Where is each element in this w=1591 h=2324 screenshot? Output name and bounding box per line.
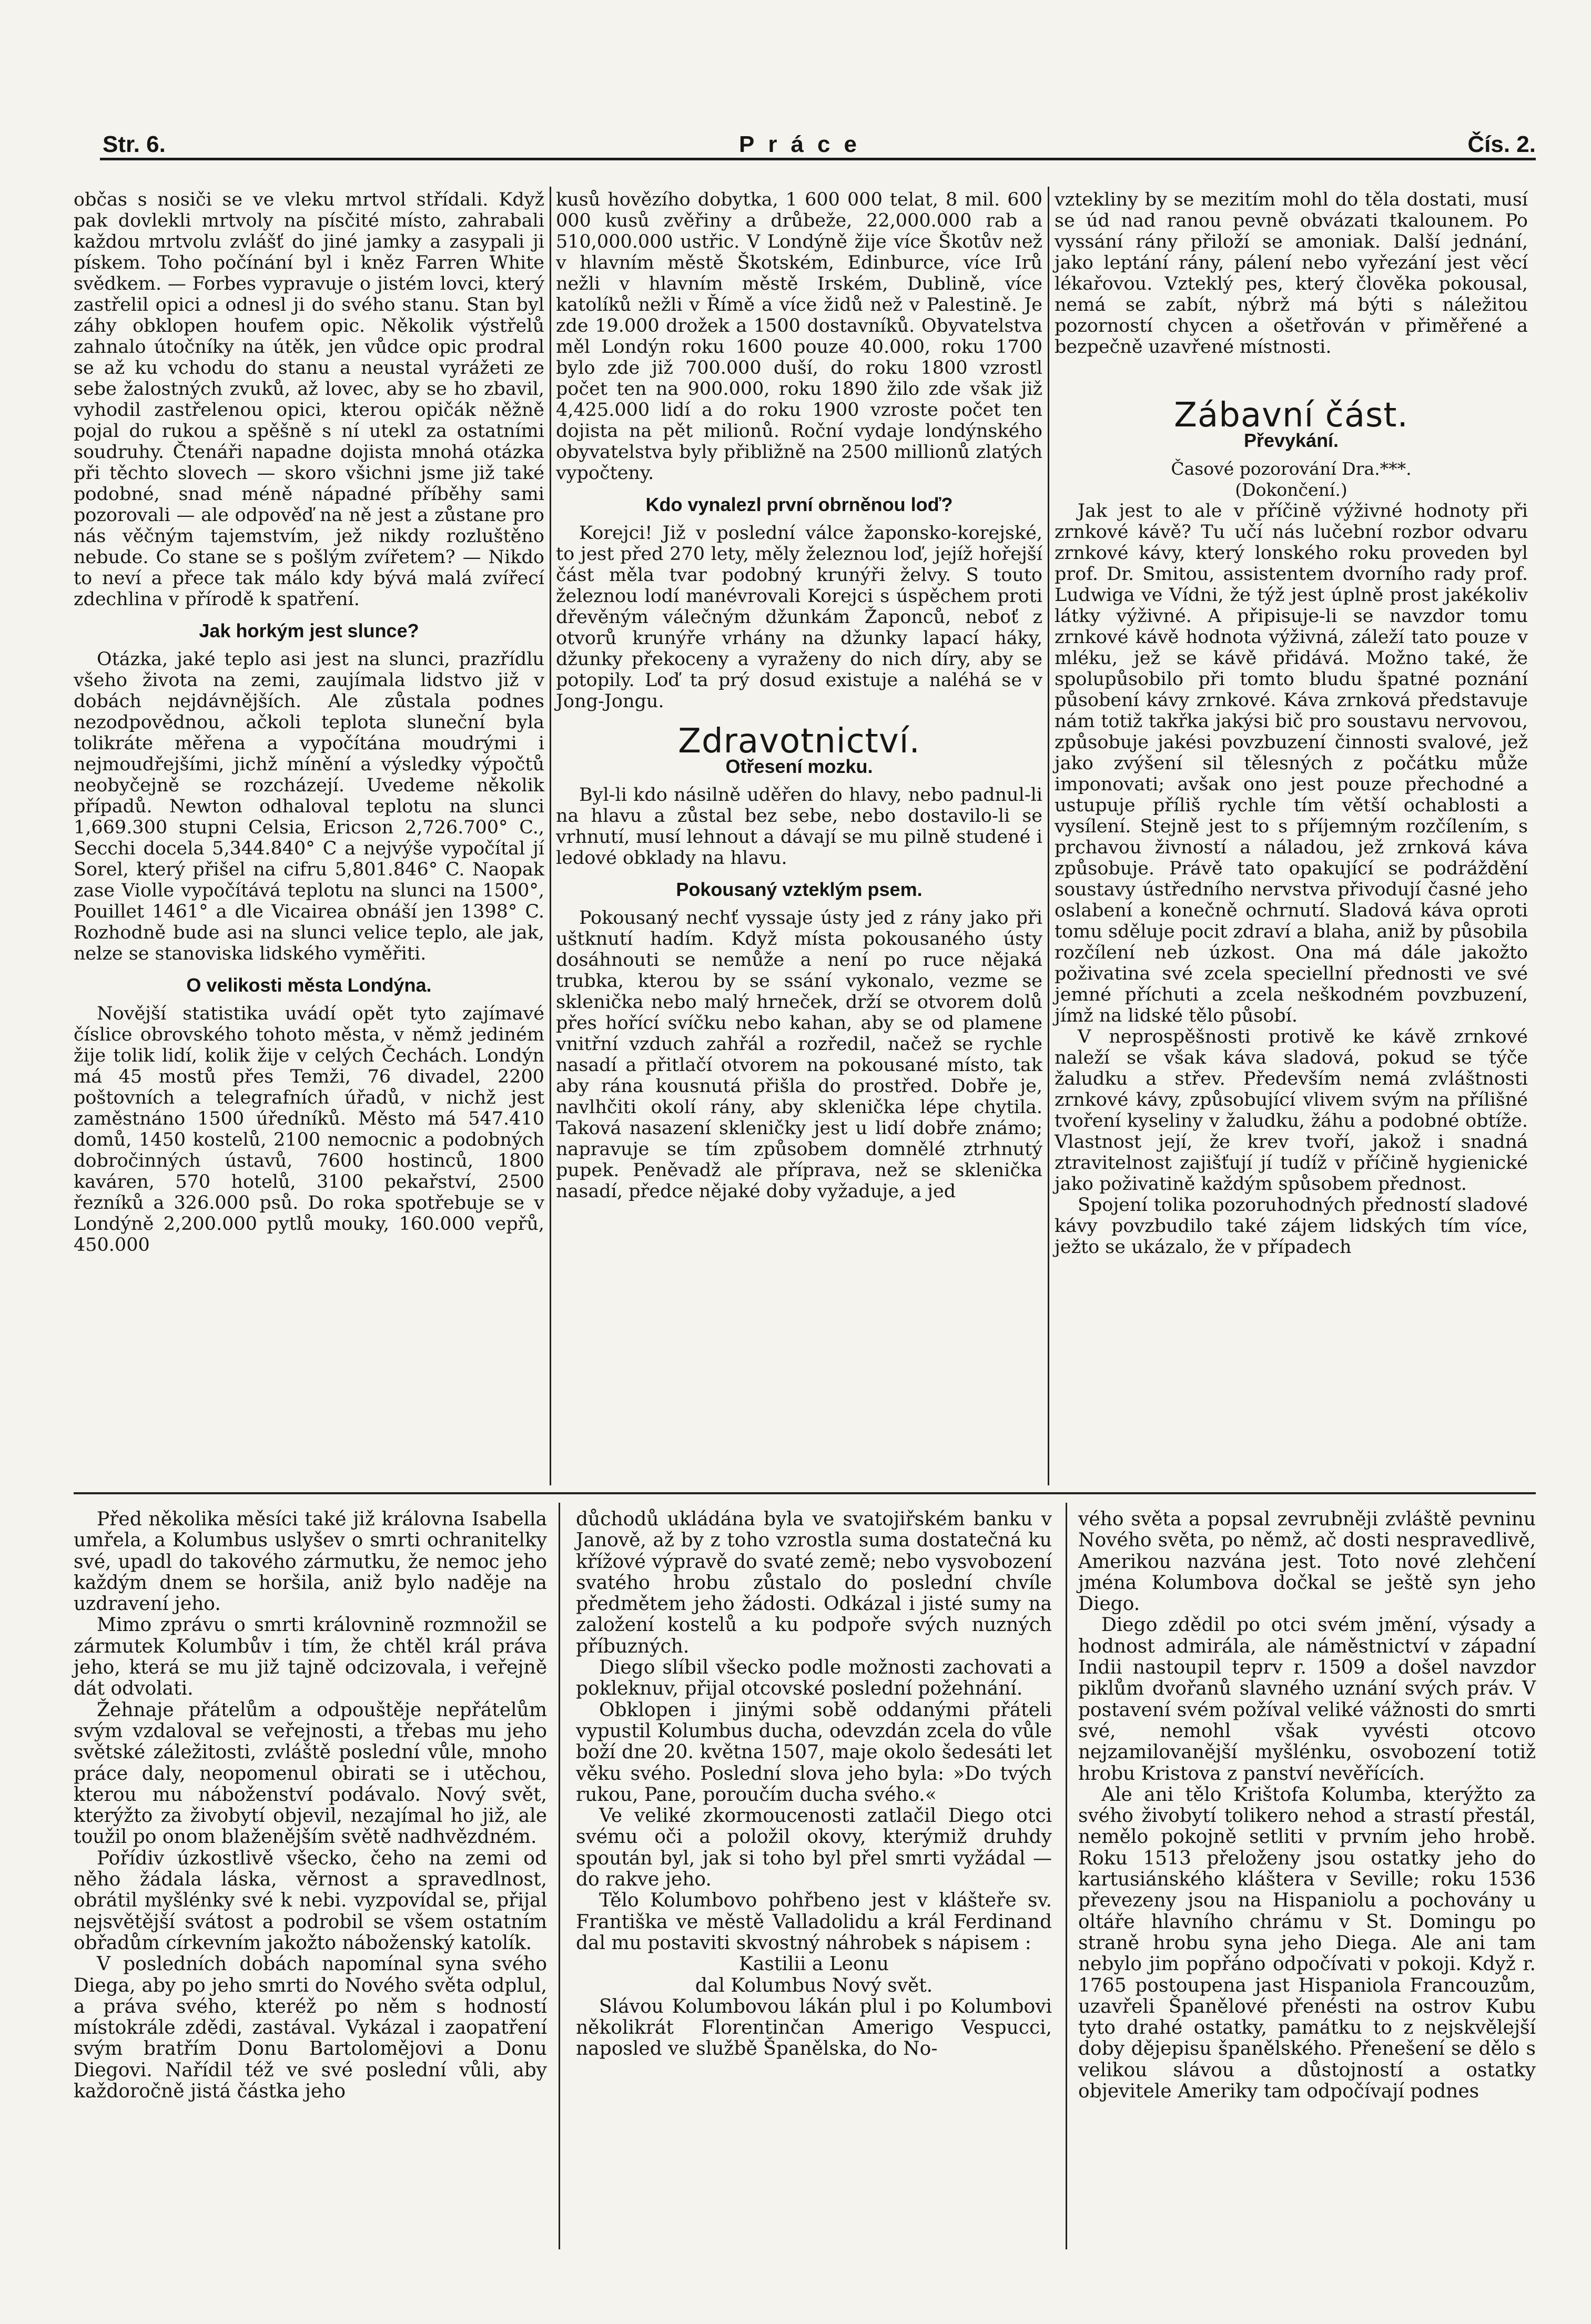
story-paragraph: Před několika měsíci také již královna Isabella umřela, a Kolumbus uslyšev o smrti ochranitelky své, upadl do takového zármutku, že nemoc jeho každým dnem se horšila, aniž bylo naděje na uzdravení jeho. [74,1508,547,1615]
story-paragraph: Žehnaje přátelům a odpouštěje nepřátelům svým vzdaloval se veřejnosti, a třebas mu jeho světské záležitosti, zvláště poslední vůle, mnoho práce daly, neopomenul obirati se i utěchou, kterou mu náboženství podávalo. Nový svět, kterýžto za živobytí objevil, nezajímal ho již, ale toužil po onom blaženějším světě nadhvězdném. [74,1699,547,1848]
section-divider [74,1492,1536,1494]
column-divider [1048,187,1049,1485]
article-heading: Jak horkým jest slunce? [199,620,419,641]
article-paragraph: Korejci! Již v poslední válce žaponsko-korejské, to jest před 270 lety, měly železnou loď, jejíž hořejší část měla tvar podobný krunýři želvy. S touto železnou lodí manévrovali Korejci s úspěchem proti dřevěným válečným džunkám Žaponců, neboť z otvorů krunýře vrhány na džunky lapací háky, džunky překoceny a vyraženy do nich díry, aby se potopily. Loď ta prý dosud existuje a naléhá se v Jong-Jongu. [556,523,1042,712]
article-paragraph: Otázka, jaké teplo asi jest na slunci, prazřídlu všeho života na zemi, zaujímala lidstvo již v dobách nejdávnějších. Ale zůstala podnes nezodpovědnou, ačkoli teplota sluneční byla tolikráte měřena a vypočítána moudrými i nejmoudřejšími, jichž mínění a výsledky výpočtů neobyčejně se rozcházejí. Uvedeme několik případů. Newton odhaloval teplotu na slunci 1,669.300 stupni Celsia, Ericson 2,726.700° C., Secchi docela 5,344.840° C a nejvýše vypočítal jí Sorel, který přišel na cifru 5,801.846° C. Naopak zase Violle vypočítává teplotu na slunci na 1500°, Pouillet 1461° a dle Vicairea obnáší jen 1398° C. Rozhodně bude asi na slunci velice teplo, ale jak, nelze se stanoviska lidského vyměřiti. [74,649,544,964]
article-paragraph: Byl-li kdo násilně uděřen do hlavy, nebo padnul-li na hlavu a zůstal bez sebe, nebo dostavilo-li se vrhnutí, musí lehnout a dávají se mu pilně studené i ledové obklady na hlavu. [556,784,1042,869]
article-heading: Otřesení mozku. [725,756,873,777]
article-paragraph: V neprospěšnosti protivě ke kávě zrnkové naleží se však káva sladová, pokud se týče žaludku a střev. Především nemá zvláštnosti zrnkové kávy, způsobující vlivem svým na přílišné tvoření kyseliny v žaludku, žáhu a podobné obtíže. Vlastnost její, že krev tvoří, jakož i snadná ztravitelnost zajišťují jí tudíž v příčině hygienické jako poživatině každým spůsobem přednost. [1055,1026,1528,1195]
issue-number: Čís. 2. [1467,131,1536,157]
story-paragraph: V posledních dobách napomínal syna svého Diega, aby po jeho smrti do Nového světa odplul, a práva svého, kteréž po něm s hodností místokrále zdědi, zastával. Vykázal i zaopatření svým bratřím Donu Bartolomějovi a Donu Diegovi. Nařídil též ve své poslední vůli, aby každoročně jistá částka jeho [74,1953,547,2103]
story-paragraph: Pořídiv úzkostlivě všecko, čeho na zemi od něho žádala láska, věrnost a spravedlnost, obrátil myšlénky své k nebi. vyzpovídal se, přijal nejsvětější svátost a podrobil se všem ostatním obřadům církevním jakožto náboženský katolík. [74,1847,547,1954]
article-paragraph: Pokousaný nechť vyssaje ústy jed z rány jako při uštknutí hadím. Když místa pokousaného ústy dosáhnouti se nemůže a není po ruce nějaká trubka, kterou by se ssání vykonalo, vezme se sklenička nebo malý hrneček, drží se otvorem dolů přes hořící svíčku nebo kahan, aby se od plamene vnitřní vzduch zahřál a rozředil, načež se rychle nasadí a přitlačí otvorem na pokousané místo, tak aby rána kousnutá přišla do prostřed. Dobře je, navlhčiti okolí rány, aby sklenička lépe chytila. Taková nasazení skleničky jest u lidí dobře známo; napravuje se tím způsobem domnělé ztrhnutý pupek. Peněvadž ale příprava, než se sklenička nasadí, předce nějaké doby vyžaduje, a jed [556,908,1042,1202]
section-heading: Zdravotnictví. [678,722,920,761]
bottom-column-1 [74,1509,547,2102]
story-paragraph: Mimo zprávu o smrti královnině rozmnožil se zármutek Kolumbův i tím, že chtěl král práva jeho, která se mu již tajně odcizovala, i veřejně dát odvolati. [74,1614,547,1700]
top-column-3 [1055,189,1528,1258]
column-divider [550,187,551,1485]
top-column-1 [74,189,544,1256]
inscription-line: dal Kolumbus Nový svět. [695,1974,933,1996]
header-rule [100,158,1536,160]
article-heading: Převykání. [1243,430,1339,451]
story-paragraph: Ale ani tělo Krištofa Kolumba, kterýžto za svého živobytí tolikero nehod a strastí přestál, nemělo pokojně setliti v prvním jeho hrobě. Roku 1513 přeloženy jsou ostatky jeho do kartusiánského kláštera v Seville; roku 1536 převezeny jsou na Hispaniolu a pochovány u oltáře hlavního chrámu v St. Domingu po straně hrobu syna jeho Diega. Ale ani tam nebylo jim popřáno odpočívati v pokoji. Když r. 1765 postoupena jast Hispaniola Francouzům, uzavřeli Španělové přenésti na ostrov Kubu tyto drahé ostatky, památku to z nejskvělejší doby dějepisu španělského. Přenešení se dělo s velikou slávou a důstojností a ostatky objevitele Ameriky tam odpočívají podnes [1078,1783,1536,2103]
article-paragraph: Jak jest to ale v příčině výživné hodnoty při zrnkové kávě? Tu učí nás lučební rozbor odvaru zrnkové kávy, který lonského roku proveden byl prof. Dr. Smitou, assistentem dvorního rady prof. Ludwiga ve Vídni, že týž jest úplně prost jakékoliv látky výživné. A připisuje-li se navzdor tomu zrnkové kávě hodnota výživná, záleží tato pouze v mléku, jež se kávě přidává. Možno také, že spolupůsobilo při tomto bludu špatné poznání působení kávy zrnkové. Káva zrnková představuje nám totiž takřka jakýsi bič pro soustavu nervovou, způsobuje jakési povzbuzení činnosti svalové, jež jako zvýšení sil tělesných z počátku může imponovati; avšak ono jest pouze přechodné a ustupuje příliš rychle tím větší ochablosti a vysílení. Stejně jest to s příjemným rozčílením, s prchavou živností a náladou, jež zrnková káva způsobuje. Právě tato opakující se podráždění soustavy ústředního nervstva přivodují časné jeho oslabení a konečně ochrnutí. Sladová káva oproti tomu sděluje pocit zdraví a blaha, aniž by působila rozčílení neb úzkost. Ona má dále jakožto poživatina své zcela speciellní přednosti ve své jemné příchuti a zcela neškodném povzbuzení, jímž na lidské tělo působí. [1055,501,1528,1026]
section-heading: Zábavní část. [1174,396,1408,435]
article-paragraph: Novější statistika uvádí opět tyto zajímavé číslice obrovského tohoto města, v němž jediném žije tolik lidí, kolik žije v celých Čechách. Londýn má 45 mostů přes Temži, 76 divadel, 2200 poštovních a telegrafních úřadů, v nichž jest zaměstnáno 1500 úředníků. Město má 547.410 domů, 1450 kostelů, 2100 nemocnic a podobných dobročinných ústavů, 7600 hostinců, 1800 kaváren, 570 hotelů, 3100 pekařství, 2500 řezníků a 326.000 psů. Do roka spotřebuje se v Londýně 2,200.000 pytlů mouky, 160.000 vepřů, 450.000 [74,1003,544,1256]
story-paragraph: Ve veliké zkormoucenosti zatlačil Diego otci svému oči a položil okovy, kterýmiž druhdy spoután byl, jak si toho byl přel smrti vyžádal — do rakve jeho. [576,1805,1052,1891]
article-subtitle: Časové pozorování Dra.***. [1171,458,1412,479]
story-paragraph: vého světa a popsal zevrubněji zvláště pevninu Nového světa, po němž, ač dosti nespravedlivě, Amerikou nazvána jest. Toto nové zlehčení jména Kolumbova dočkal se ještě syn jeho Diego. [1078,1508,1536,1615]
article-paragraph: kusů hovězího dobytka, 1 600 000 telat, 8 mil. 600 000 kusů zvěřiny a drůbeže, 22,000.000 rab a 510,000.000 ustřic. V Londýně žije více Škotův než v hlavním městě Škotském, Edinburce, více Irů nežli v hlavním městě Irském, Dublině, více katolíků nežli v Římě a více židů než v Palestině. Je zde 19.000 drožek a 1500 dostavníků. Obyvatelstva měl Londýn roku 1600 pouze 40.000, roku 1700 bylo zde již 700.000 duší, do roku 1800 vzrostl počet ten na 900.000, roku 1890 žilo zde však již 4,425.000 lidí a do roku 1900 vzroste počet ten dojista na pět milionů. Roční vydaje londýnského obyvatelstva byly přibližně na 2500 millionů zlatých vypočteny. [556,189,1042,484]
inscription-line: Kastilii a Leonu [739,1953,889,1975]
continuation-note: (Dokončení.) [1235,480,1347,500]
story-paragraph: Slávou Kolumbovou lákán plul i po Kolumbovi několikrát Florentinčan Amerigo Vespucci, naposled ve službě Španělska, do No- [576,1995,1052,2060]
article-paragraph: Spojení tolika pozoruhodných předností sladové kávy povzbudilo také zájem lidských tím více, ježto se ukázalo, že v případech [1055,1195,1528,1258]
newspaper-title: Práce [739,131,870,157]
story-paragraph: Obklopen i jinými sobě oddanými přáteli vypustil Kolumbus ducha, odevzdán zcela do vůle boží dne 20. května 1507, maje okolo šedesáti let věku svého. Poslední slova jeho byla: »Do tvých rukou, Pane, poroučím ducha svého.« [576,1699,1052,1806]
column-divider [1066,1503,1067,2249]
article-heading: O velikosti města Londýna. [186,974,432,996]
story-paragraph: Diego slíbil všecko podle možnosti zachovati a pokleknuv, přijal otcovské poslední požehnání. [576,1657,1052,1700]
bottom-column-2 [576,1509,1052,2060]
bottom-column-3 [1078,1509,1536,2102]
story-paragraph: Tělo Kolumbovo pohřbeno jest v klášteře sv. Františka ve městě Valladolidu a král Ferdinand dal mu postaviti skvostný náhrobek s nápisem : [576,1890,1052,1954]
article-heading: Pokousaný vzteklým psem. [676,879,923,900]
article-paragraph: vztekliny by se mezitím mohl do těla dostati, musí se úd nad ranou pevně obvázati tkalounem. Po vyssání rány přiloží se amoniak. Další jednání, jako leptání rány, pálení nebo vyřezání jest věcí lékařovou. Vzteklý pes, který člověka pokousal, nemá se zabít, nýbrž má býti s náležitou pozorností chycen a ošetřován v přiměřené a bezpečně uzavřené místnosti. [1055,189,1528,358]
story-paragraph: důchodů ukládána byla ve svatojiřském banku v Janově, až by z toho vzrostla suma dostatečná ku křížové výpravě do svaté země; nebo vysvobození svatého hrobu zůstalo do poslední chvíle předmětem jeho žádosti. Odkázal i jisté sumy na založení kostelů a ku podpoře svých nuzných příbuzných. [576,1508,1052,1657]
column-divider [559,1503,560,2249]
article-paragraph: občas s nosiči se ve vleku mrtvol střídali. Když pak dovlekli mrtvoly na písčité místo, zahrabali každou mrtvolu zvlášť do jiné jamky a zasypali ji pískem. Toho počínání byl i kněz Farren White svědkem. — Forbes vypravuje o jistém lovci, který zastřelil opici a odnesl ji do svého stanu. Stan byl záhy obklopen houfem opic. Několik výstřelů zahnalo útočníky na útěk, jen vůdce opic prodral se až ku vchodu do stanu a neustal vyrážeti ze sebe žalostných zvuků, až lovec, aby se ho zbavil, vyhodil zastřelenou opici, kterou opičák něžně pojal do rukou a spěšně s ní utekl za ostatními soudruhy. Čtenáři napadne dojista mnohá otázka při těchto slovech — skoro všichni jsme již také podobné, snad méně nápadné příběhy sami pozorovali — ale odpověď na ně jest a zůstane pro nás věčným tajemstvím, jež nikdy rozluštěno nebude. Co stane se s pošlým zvířetem? — Nikdo to neví a přece tak málo kdy bývá malá zvířecí zdechlina v přírodě k spatření. [74,189,544,610]
article-heading: Kdo vynalezl první obrněnou loď? [645,494,953,515]
page-number: Str. 6. [103,131,166,157]
story-paragraph: Diego zdědil po otci svém jmění, výsady a hodnost admirála, ale náměstnictví v západní Indii nastoupil teprv r. 1509 a došel navzdor piklům dvořanů slavného uznání svých práv. V postavení svém požíval veliké vážnosti do smrti své, nemohl však vyvésti otcovo nejzamilovanější myšlénku, osvobození totiž hrobu Kristova z panství nevěřících. [1078,1614,1536,1785]
top-column-2 [556,189,1042,1202]
